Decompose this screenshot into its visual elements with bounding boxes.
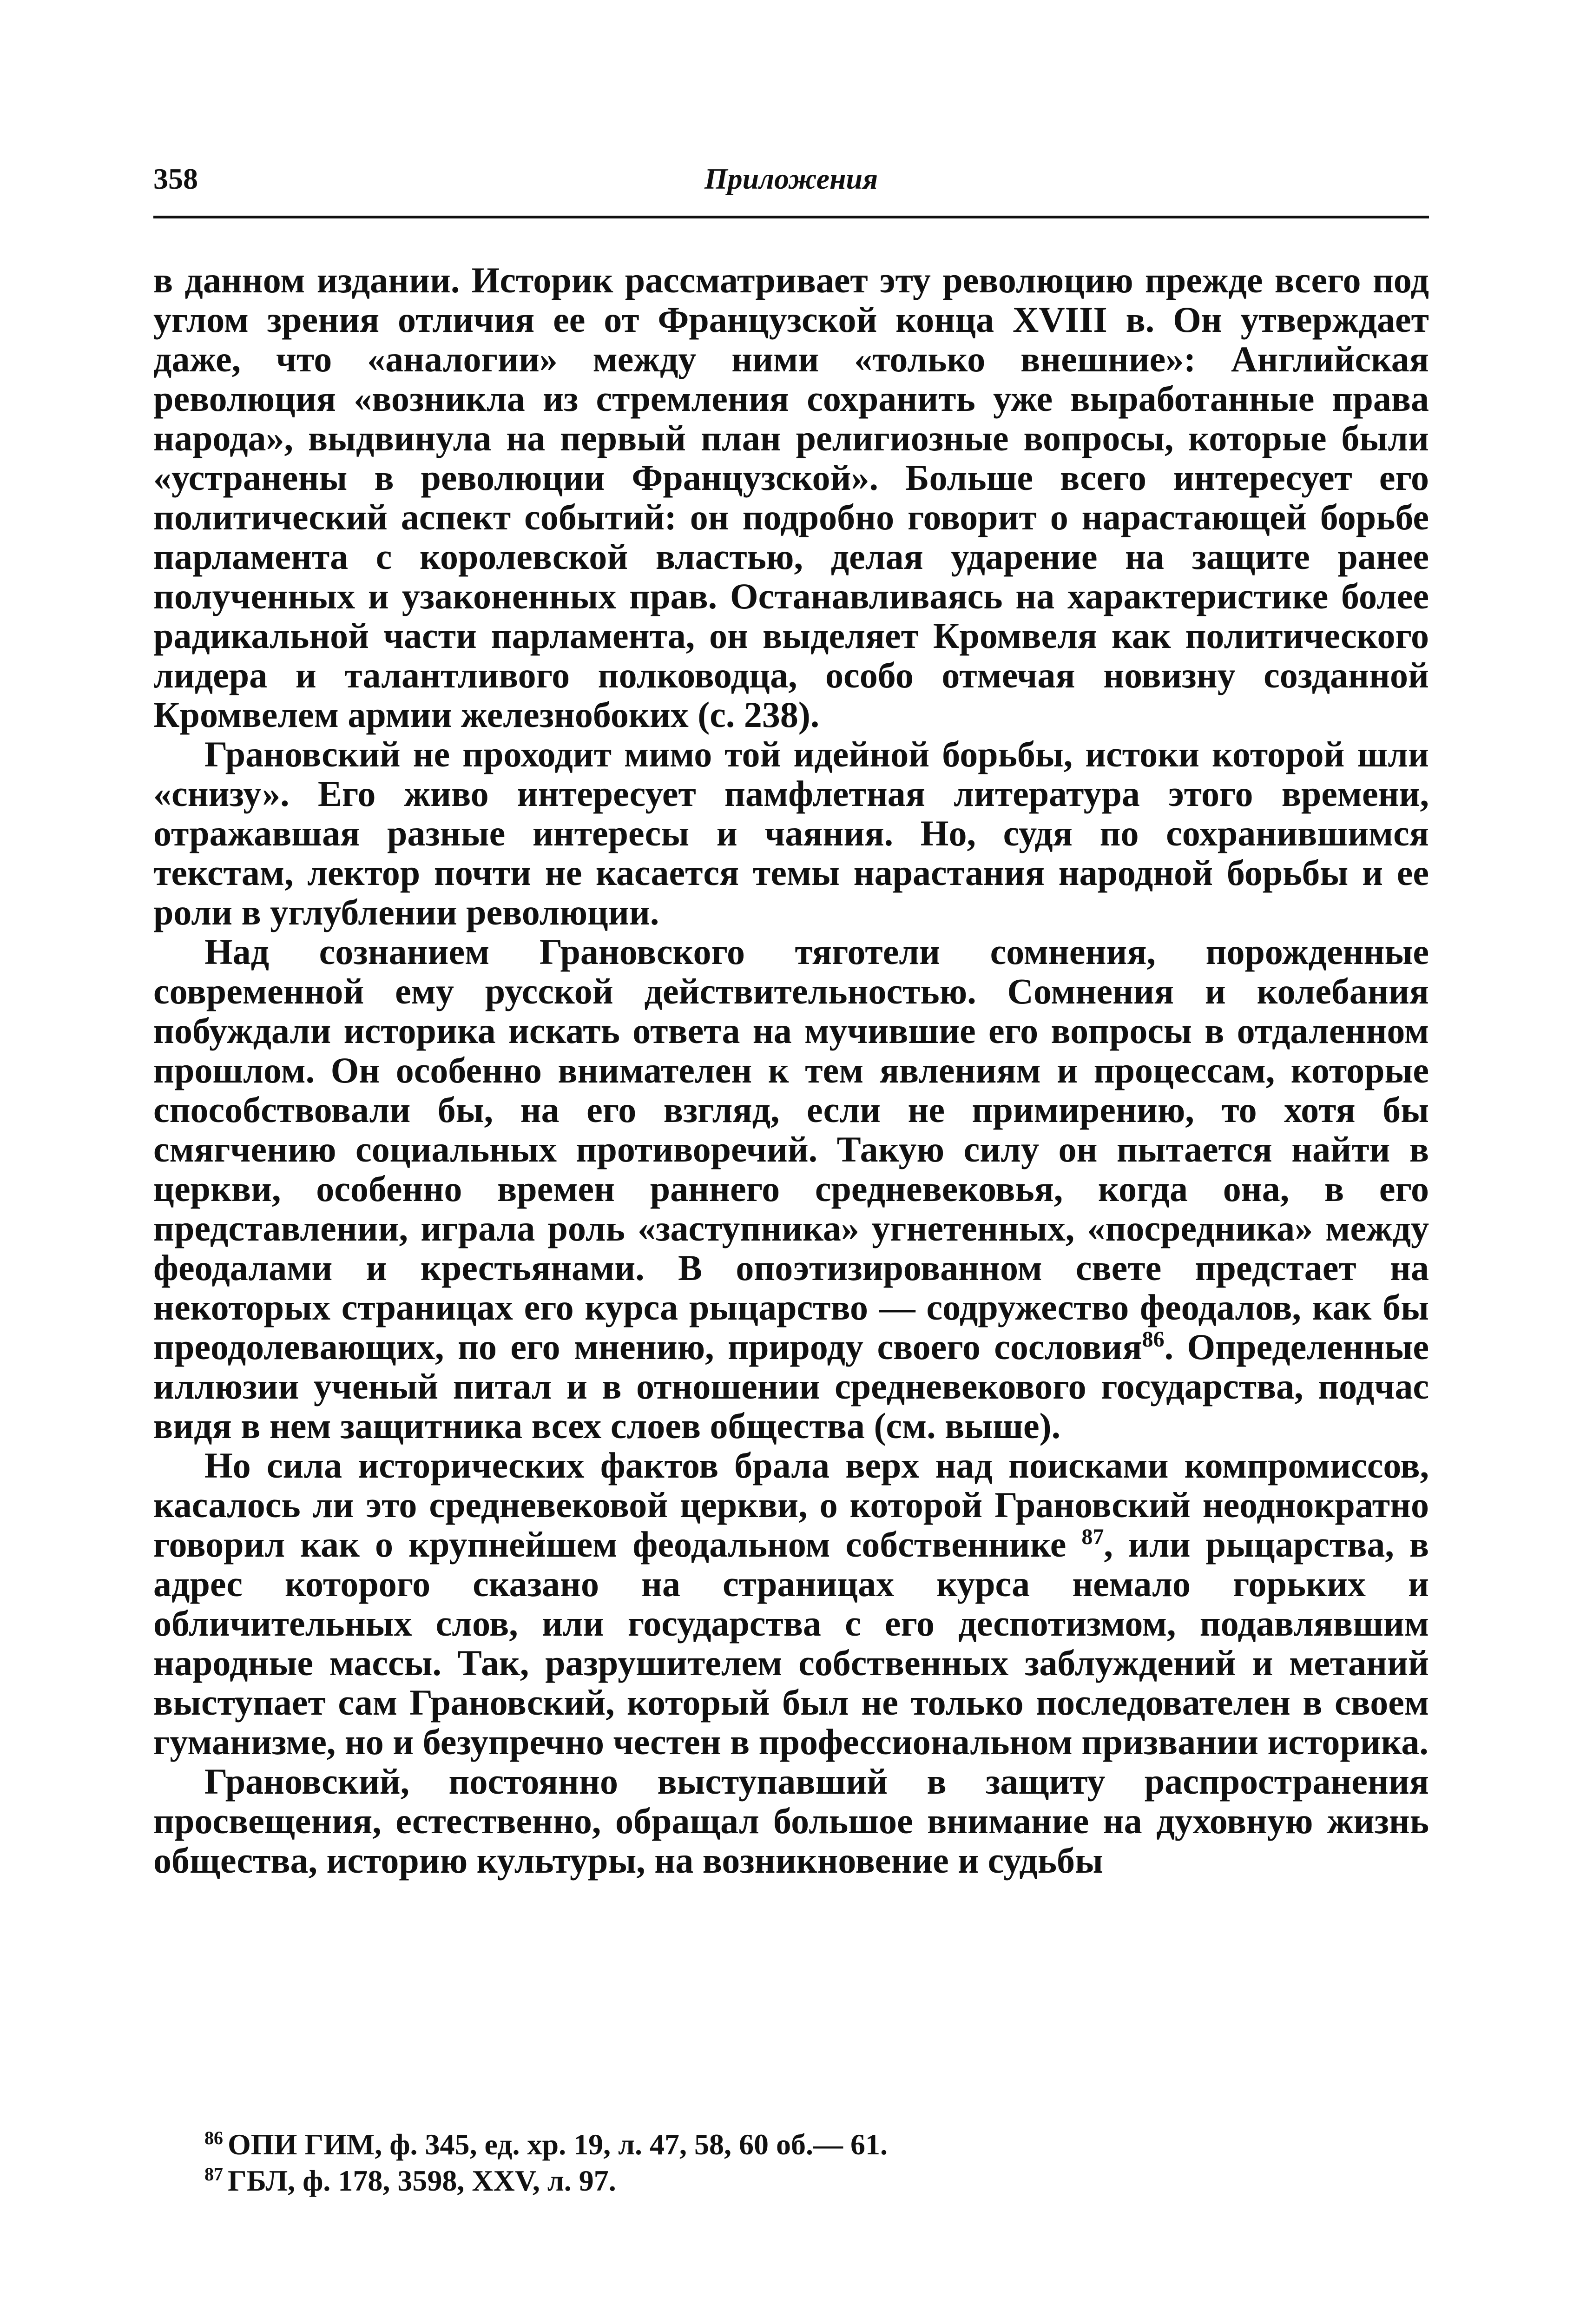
paragraph-3-text-before: Над сознанием Грановского тяготели сомнения, порожденные современной ему русской действительностью. Сомнения и колебания побуждали историка искать ответа на мучившие его вопросы в отдаленном прошлом. Он особенно внимателен к тем явлениям и процессам, которые способствовали бы, на его взгляд, если не примирению, то хотя бы смягчению социальных противоречий. Такую силу он пытается найти в церкви, особенно времен раннего средневековья, когда она, в его представлении, играла роль «заступника» угнетенных, «посредника» между феодалами и крестьянами. В опоэтизированном свете предстает на некоторых страницах его курса рыцарство — содружество феодалов, как бы преодолевающих, по его мнению, природу своего сословия bbox=[153, 931, 1429, 1367]
footnote-86 bbox=[204, 2126, 1429, 2163]
paragraph-1: в данном издании. Историк рассматривает эту революцию прежде всего под углом зрения отличия ее от Французской конца XVIII в. Он утверждает даже, что «аналогии» между ними «только внешние»: Английская революция «возникла из стремления сохранить уже выработанные права народа», выдвинула на первый план религиозные вопросы, которые были «устранены в революции Французской». Больше всего интересует его политический аспект событий: он подробно говорит о нарастающей борьбе парламента с королевской властью, делая ударение на защите ранее полученных и узаконенных прав. Останавливаясь на характеристике более радикальной части парламента, он выделяет Кромвеля как политического лидера и талантливого полководца, особо отмечая новизну созданной Кромвелем армии железнобоких (с. 238). bbox=[153, 260, 1429, 735]
footnote-ref-86: 86 bbox=[1142, 1327, 1165, 1352]
header-rule bbox=[153, 216, 1429, 218]
paragraph-5: Грановский, постоянно выступавший в защиту распространения просвещения, естественно, обращал большое внимание на духовную жизнь общества, историю культуры, на возникновение и судьбы bbox=[153, 1761, 1429, 1881]
running-head-title: Приложения bbox=[704, 162, 878, 195]
body-text bbox=[153, 260, 1429, 1880]
page-number: 358 bbox=[153, 162, 198, 195]
footnote-87 bbox=[204, 2163, 1429, 2199]
paragraph-4-text-after: , или рыцарства, в адрес которого сказано на страницах курса немало горьких и обличительных слов, или государства с его деспотизмом, подавлявшим народные массы. Так, разрушителем собственных заблуждений и метаний выступает сам Грановский, который был не только последователен в своем гуманизме, но и безупречно честен в профессиональном призвании историка. bbox=[153, 1524, 1429, 1762]
footnote-text: ОПИ ГИМ, ф. 345, ед. хр. 19, л. 47, 58, 60 об.— 61. bbox=[228, 2128, 888, 2161]
footnote-ref-87: 87 bbox=[1081, 1525, 1104, 1549]
paragraph-3-text-after: . Определенные иллюзии ученый питал и в отношении средневекового государства, подчас видя в нем защитника всех слоев общества (см. выше). bbox=[153, 1327, 1429, 1446]
paragraph-4-text-before: Но сила исторических фактов брала верх над поисками компромиссов, касалось ли это средневековой церкви, о которой Грановский неоднократно говорил как о крупнейшем феодальном собственнике bbox=[153, 1445, 1429, 1565]
footnote-text: ГБЛ, ф. 178, 3598, XXV, л. 97. bbox=[228, 2164, 616, 2197]
footnote-mark: 86 bbox=[204, 2127, 223, 2148]
footnote-mark: 87 bbox=[204, 2163, 223, 2185]
paragraph-3 bbox=[153, 932, 1429, 1446]
paragraph-2: Грановский не проходит мимо той идейной борьбы, истоки которой шли «снизу». Его живо интересует памфлетная литература этого времени, отражавшая разные интересы и чаяния. Но, судя по сохранившимся текстам, лектор почти не касается темы нарастания народной борьбы и ее роли в углублении революции. bbox=[153, 734, 1429, 932]
running-head bbox=[153, 153, 1429, 205]
paragraph-4 bbox=[153, 1446, 1429, 1762]
footnotes bbox=[204, 2126, 1429, 2199]
